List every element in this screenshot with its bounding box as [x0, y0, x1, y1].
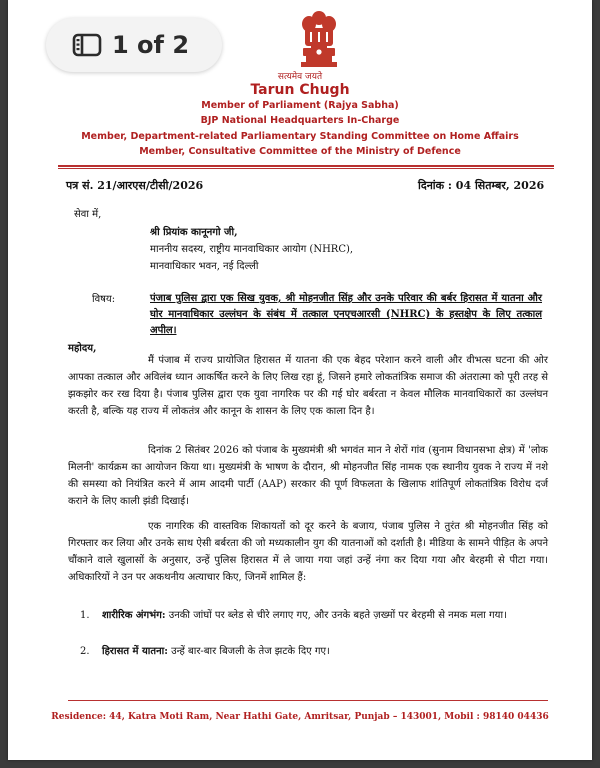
paragraph-text: दिनांक 2 सितंबर 2026 को पंजाब के मुख्यमंत्री श्री भगवंत मान ने शेरों गांव (सुनाम विधानसभा क्षेत्र) में 'लोक मिलनी' कार्यक्रम का आयोजन किया था। मुख्यमंत्री के भाषण के दौरान, श्री मोहनजीत सिंह नामक एक स्थानीय युवक ने राज्य में नशे की समस्या को नियंत्रित करने में आम आदमी पार्टी (AAP) सरकार की पूर्ण विफलता के खिलाफ शांतिपूर्ण लोकतांत्रिक विरोध दर्ज कराने के लिए काली झंडी दिखाई। — [68, 445, 548, 507]
list-item-text: उन्हें बार-बार बिजली के तेज झटके दिए गए। — [167, 646, 330, 657]
designation: Member of Parliament (Rajya Sabha) — [201, 100, 399, 111]
national-emblem-icon — [296, 8, 342, 72]
addressee-name: श्री प्रियांक कानूनगो जी, — [150, 227, 238, 238]
letter-page — [8, 0, 592, 760]
addressee-line: माननीय सदस्य, राष्ट्रीय मानवाधिकार आयोग (NHRC), — [150, 244, 354, 255]
designation: Member, Department-related Parliamentary Standing Committee on Home Affairs — [81, 131, 519, 142]
header-divider — [58, 165, 554, 167]
footer-divider — [68, 700, 548, 701]
salutation-to: सेवा में, — [74, 209, 102, 220]
designation: BJP National Headquarters In-Charge — [200, 115, 400, 126]
pages-icon — [72, 33, 102, 57]
reference-number: पत्र सं. 21/आरएस/टीसी/2026 — [66, 179, 204, 192]
greeting: महोदय, — [68, 343, 97, 354]
letter-date: दिनांक : 04 सितम्बर, 2026 — [418, 179, 545, 192]
list-item — [80, 608, 548, 624]
sender-name: Tarun Chugh — [250, 82, 350, 98]
body-paragraph — [68, 518, 548, 586]
designation: Member, Consultative Committee of the Ministry of Defence — [139, 146, 461, 157]
subject-text: पंजाब पुलिस द्वारा एक सिख युवक, श्री मोहनजीत सिंह और उनके परिवार की बर्बर हिरासत में यातना और घोर मानवाधिकार उल्लंघन के संबंध में तत्काल एनएचआरसी (NHRC) के हस्तक्षेप के लिए तत्काल अपील। — [150, 293, 542, 336]
subject-label: विषय: — [92, 294, 116, 305]
addressee-line: मानवाधिकार भवन, नई दिल्ली — [150, 261, 259, 272]
paragraph-text: मैं पंजाब में राज्य प्रायोजित हिरासत में यातना की एक बेहद परेशान करने वाली और वीभत्स घटना की ओर आपका तत्काल और अविलंब ध्यान आकर्षित करने के लिए लिख रहा हूं, जिसने हमारे लोकतांत्रिक समाज की अंतरात्मा को पूरी तरह से झकझोर कर रख दिया है। पंजाब पुलिस द्वारा एक युवा नागरिक पर की गई घोर बर्बरता न केवल मौलिक मानवाधिकारों का उल्लंघन करती है, बल्कि यह राज्य में लोकतंत्र और कानून के शासन के लिए एक काला दिन है। — [68, 355, 548, 417]
list-number: 2. — [80, 646, 90, 657]
motto: सत्यमेव जयते — [277, 72, 323, 82]
list-item-title: हिरासत में यातना: — [102, 646, 168, 657]
list-item — [80, 644, 548, 660]
paragraph-text: एक नागरिक की वास्तविक शिकायतों को दूर करने के बजाय, पंजाब पुलिस ने तुरंत श्री मोहनजीत सिंह को गिरफ्तार कर लिया और उनके साथ ऐसी बर्बरता की जो मध्यकालीन युग की यातनाओं को दर्शाती है। मीडिया के सामने पीड़ित के अपने चौंकाने वाले खुलासों के अनुसार, उन्हें पुलिस हिरासत में ले जाया गया जहां उन्हें नंगा कर दिया गया और बेरहमी से पीटा गया। अधिकारियों ने उन पर अकथनीय अत्याचार किए, जिनमें शामिल हैं: — [68, 521, 548, 583]
footer-address: Residence: 44, Katra Moti Ram, Near Hathi Gate, Amritsar, Punjab – 143001, Mobil : 98140 04436 — [51, 712, 549, 722]
list-number: 1. — [80, 610, 90, 621]
body-paragraph — [68, 352, 548, 420]
list-item-title: शारीरिक अंगभंग: — [102, 610, 166, 621]
list-item-text: उनकी जांघों पर ब्लेड से चीरे लगाए गए, और उनके बहते ज़ख्मों पर बेरहमी से नमक मला गया। — [165, 610, 507, 621]
header-divider — [58, 168, 554, 169]
body-paragraph — [68, 442, 548, 510]
page-indicator[interactable] — [46, 18, 222, 72]
page-indicator-text: 1 of 2 — [112, 31, 190, 59]
